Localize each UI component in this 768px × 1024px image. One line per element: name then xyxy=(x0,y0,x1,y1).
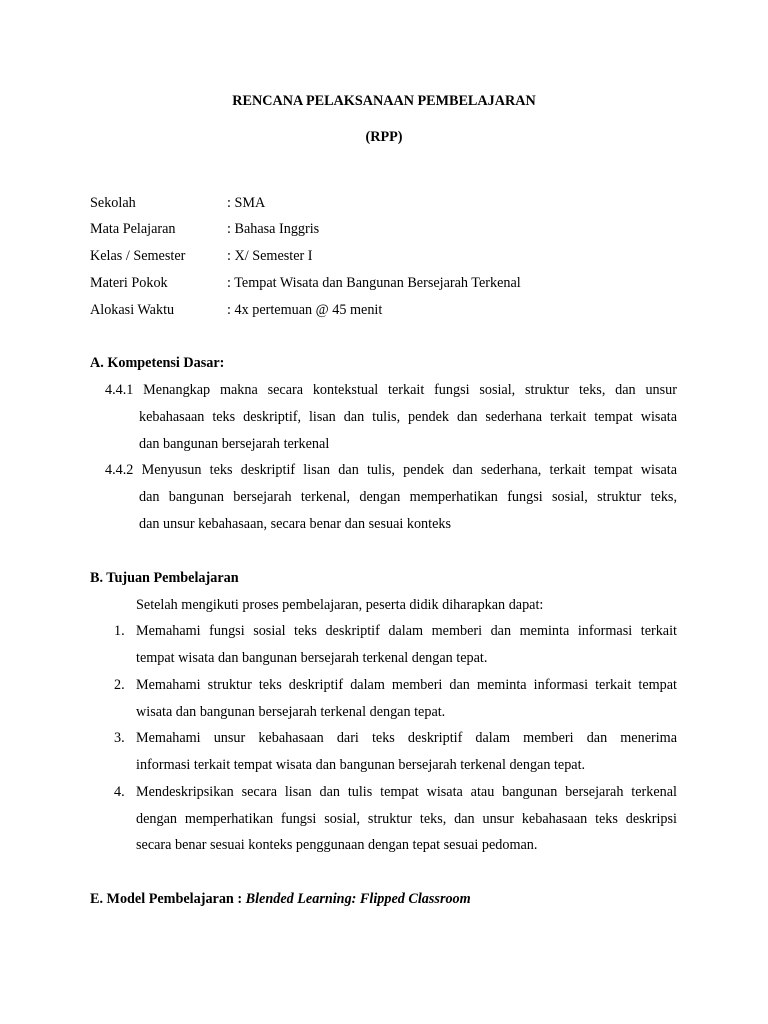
objective-number: 3. xyxy=(114,730,125,746)
identity-label-sekolah: Sekolah xyxy=(90,195,136,211)
objective-number: 4. xyxy=(114,784,125,800)
objective-line: Memahami struktur teks deskriptif dalam memberi dan meminta informasi terkait tempat xyxy=(136,677,677,693)
identity-value-materi-pokok: : Tempat Wisata dan Bangunan Bersejarah Terkenal xyxy=(227,275,521,291)
competency-line: kebahasaan teks deskriptif, lisan dan tulis, pendek dan sederhana terkait tempat wisata xyxy=(139,409,677,425)
competency-line: dan unsur kebahasaan, secara benar dan sesuai konteks xyxy=(139,516,452,532)
objective-line: tempat wisata dan bangunan bersejarah terkenal dengan tepat. xyxy=(136,650,488,666)
identity-value-mata-pelajaran: : Bahasa Inggris xyxy=(227,221,320,237)
section-b-intro: Setelah mengikuti proses pembelajaran, peserta didik diharapkan dapat: xyxy=(136,597,544,613)
objective-line: Mendeskripsikan secara lisan dan tulis tempat wisata atau bangunan bersejarah terkenal xyxy=(136,784,677,800)
competency-line: 4.4.1 Menangkap makna secara kontekstual terkait fungsi sosial, struktur teks, dan unsur xyxy=(105,382,677,398)
section-b-heading: B. Tujuan Pembelajaran xyxy=(90,570,239,586)
objective-line: informasi terkait tempat wisata dan bangunan bersejarah terkenal dengan tepat. xyxy=(136,757,586,773)
section-a-heading: A. Kompetensi Dasar: xyxy=(90,355,225,371)
objective-number: 1. xyxy=(114,623,125,639)
identity-value-alokasi-waktu: : 4x pertemuan @ 45 menit xyxy=(227,302,383,318)
identity-label-alokasi-waktu: Alokasi Waktu xyxy=(90,302,175,318)
identity-value-kelas-semester: : X/ Semester I xyxy=(227,248,313,264)
objective-line: wisata dan bangunan bersejarah terkenal dengan tepat. xyxy=(136,704,446,720)
identity-value-sekolah: : SMA xyxy=(227,195,266,211)
objective-line: Memahami unsur kebahasaan dari teks deskriptif dalam memberi dan menerima xyxy=(136,730,677,746)
objective-number: 2. xyxy=(114,677,125,693)
competency-line: dan bangunan bersejarah terkenal xyxy=(139,436,330,452)
identity-label-kelas-semester: Kelas / Semester xyxy=(90,248,186,264)
competency-line: 4.4.2 Menyusun teks deskriptif lisan dan tulis, pendek dan sederhana, terkait tempat wisata xyxy=(105,462,677,478)
competency-line: dan bangunan bersejarah terkenal, dengan memperhatikan fungsi sosial, struktur teks, xyxy=(139,489,677,505)
identity-label-mata-pelajaran: Mata Pelajaran xyxy=(90,221,176,237)
section-e-model-name: Blended Learning: Flipped Classroom xyxy=(245,891,471,907)
document-title: RENCANA PELAKSANAAN PEMBELAJARAN xyxy=(232,93,536,109)
identity-label-materi-pokok: Materi Pokok xyxy=(90,275,168,291)
section-e-heading xyxy=(90,891,471,908)
section-e-heading-label: E. Model Pembelajaran : xyxy=(90,891,246,907)
objective-line: dengan memperhatikan fungsi sosial, struktur teks, dan unsur kebahasaan teks deskripsi xyxy=(136,811,677,827)
document-subtitle: (RPP) xyxy=(365,129,403,145)
objective-line: secara benar sesuai konteks penggunaan dengan tepat sesuai pedoman. xyxy=(136,837,538,853)
objective-line: Memahami fungsi sosial teks deskriptif dalam memberi dan meminta informasi terkait xyxy=(136,623,677,639)
